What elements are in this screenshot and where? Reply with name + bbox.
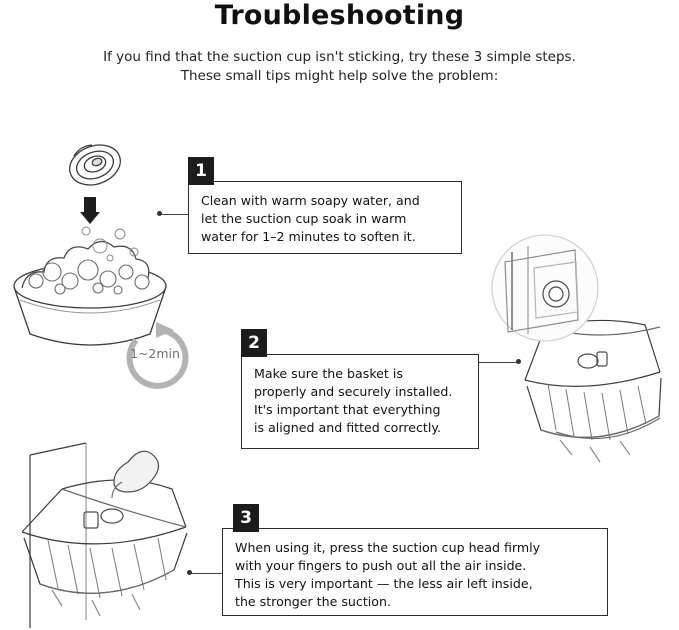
magnifier-detail-illustration [492,235,598,341]
step-badge-1: 1 [188,157,214,185]
step-3-line-4: the stronger the suction. [235,594,391,609]
step-badge-2: 2 [241,329,267,357]
step-1-line-3: water for 1–2 minutes to soften it. [201,229,416,244]
leader-dot-step-3 [187,570,192,575]
wire-basket-illustration [525,320,661,462]
step-text-box-2 [241,354,479,449]
leader-line-step-2 [479,362,519,363]
step-2-line-2: properly and securely installed. [254,384,453,399]
leader-dot-step-1 [157,211,162,216]
step-2-line-4: is aligned and fitted correctly. [254,420,442,435]
soapy-water-basin-illustration [14,227,166,345]
page-title: Troubleshooting [214,0,465,31]
timer-label: 1~2min [130,346,180,361]
leader-dot-step-2 [516,359,521,364]
step-badge-3: 3 [233,504,259,532]
step-2-line-3: It's important that everything [254,402,441,417]
down-arrow-icon [80,197,100,224]
step-1-line-2: let the suction cup soak in warm [201,211,407,226]
leader-line-step-1 [160,214,188,215]
subtitle-line-2: These small tips might help solve the problem: [180,68,499,84]
step-1-line-1: Clean with warm soapy water, and [201,193,420,208]
hand-pressing-basket-illustration [22,443,187,628]
step-3-line-1: When using it, press the suction cup head firmly [235,540,541,555]
page-subtitle [0,48,679,86]
step-text-box-3 [222,528,608,616]
timer-icon-details [156,322,174,338]
leader-line-step-3 [190,573,222,574]
step-3-line-2: with your fingers to push out all the air inside. [235,558,527,573]
magnifier-detail-contents [505,246,578,334]
step-3-line-3: This is very important — the less air left inside, [235,576,533,591]
step-text-box-1 [188,181,462,254]
subtitle-line-1: If you find that the suction cup isn't sticking, try these 3 simple steps. [103,49,576,65]
step-2-line-1: Make sure the basket is [254,366,403,381]
suction-cup-icon [64,138,126,191]
